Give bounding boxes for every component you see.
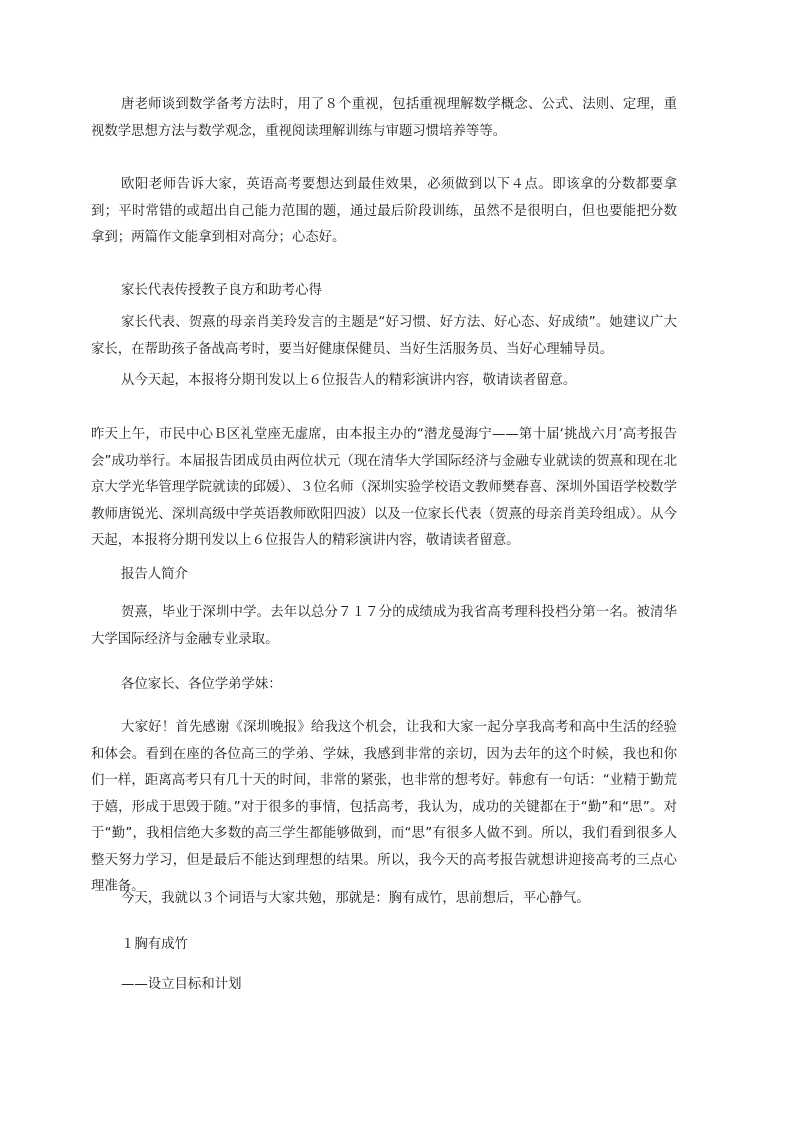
paragraph-speaker-intro-heading: 报告人简介 (121, 567, 188, 582)
section-subheading-goals: ——设立目标和计划 (121, 977, 242, 992)
paragraph-math-method: 唐老师谈到数学备考方法时，用了８个重视，包括重视理解数学概念、公式、法则、定理，重视数学思想方法与数学观念，重视阅读理解训练与审题习惯培养等等。 (91, 97, 677, 139)
paragraph-english-tips: 欧阳老师告诉大家，英语高考要想达到最佳效果，必须做到以下４点。即该拿的分数都要拿到；平时常错的或超出自己能力范围的题，通过最后阶段训练，虽然不是很明白，但也要能把分数拿到；两篇作文能拿到相对高分；心态好。 (91, 177, 677, 245)
paragraph-event-report: 昨天上午，市民中心Ｂ区礼堂座无虚席，由本报主办的“潜龙曼海宁——第十届‘挑战六月’高考报告会”成功举行。本届报告团成员由两位状元（现在清华大学国际经济与金融专业就读的贺熹和现在北京大学光华管理学院就读的邱媛）、３位名师（深圳实验学校语文教师樊春喜、深圳外国语学校数学教师唐锐光、深圳高级中学英语教师欧阳四波）以及一位家长代表（贺熹的母亲肖美玲组成）。从今天起，本报将分期刊发以上６位报告人的精彩演讲内容，敬请读者留意。 (91, 427, 677, 548)
paragraph-serial-notice: 从今天起，本报将分期刊发以上６位报告人的精彩演讲内容，敬请读者留意。 (121, 373, 577, 388)
paragraph-parent-heading: 家长代表传授教子良方和助考心得 (121, 283, 322, 298)
section-heading-1: １胸有成竹 (121, 937, 188, 952)
paragraph-greeting: 各位家长、各位学弟学妹： (121, 677, 282, 692)
paragraph-three-phrases: 今天，我就以３个词语与大家共勉，那就是：胸有成竹，思前想后，平心静气。 (121, 891, 590, 906)
paragraph-parent-speech: 家长代表、贺熹的母亲肖美玲发言的主题是“好习惯、好方法、好心态、好成绩”。她建议广大家长，在帮助孩子备战高考时，要当好健康保健员、当好生活服务员、当好心理辅导员。 (91, 315, 677, 357)
paragraph-speech-body: 大家好！首先感谢《深圳晚报》给我这个机会，让我和大家一起分享我高考和高中生活的经验和体会。看到在座的各位高三的学弟、学妹，我感到非常的亲切，因为去年的这个时候，我也和你们一样，距离高考只有几十天的时间，非常的紧张，也非常的想考好。韩愈有一句话：“业精于勤荒于嬉，形成于思毁于随。”对于很多的事情，包括高考，我认为，成功的关键都在于“勤”和“思”。对于“勤”，我相信绝大多数的高三学生都能够做到，而“思”有很多人做不到。所以，我们看到很多人整天努力学习，但是最后不能达到理想的结果。所以，我今天的高考报告就想讲迎接高考的三点心理准备。 (91, 720, 677, 894)
paragraph-hexi-intro: 贺熹，毕业于深圳中学。去年以总分７１７分的成绩成为我省高考理科投档分第一名。被清华大学国际经济与金融专业录取。 (91, 605, 677, 647)
